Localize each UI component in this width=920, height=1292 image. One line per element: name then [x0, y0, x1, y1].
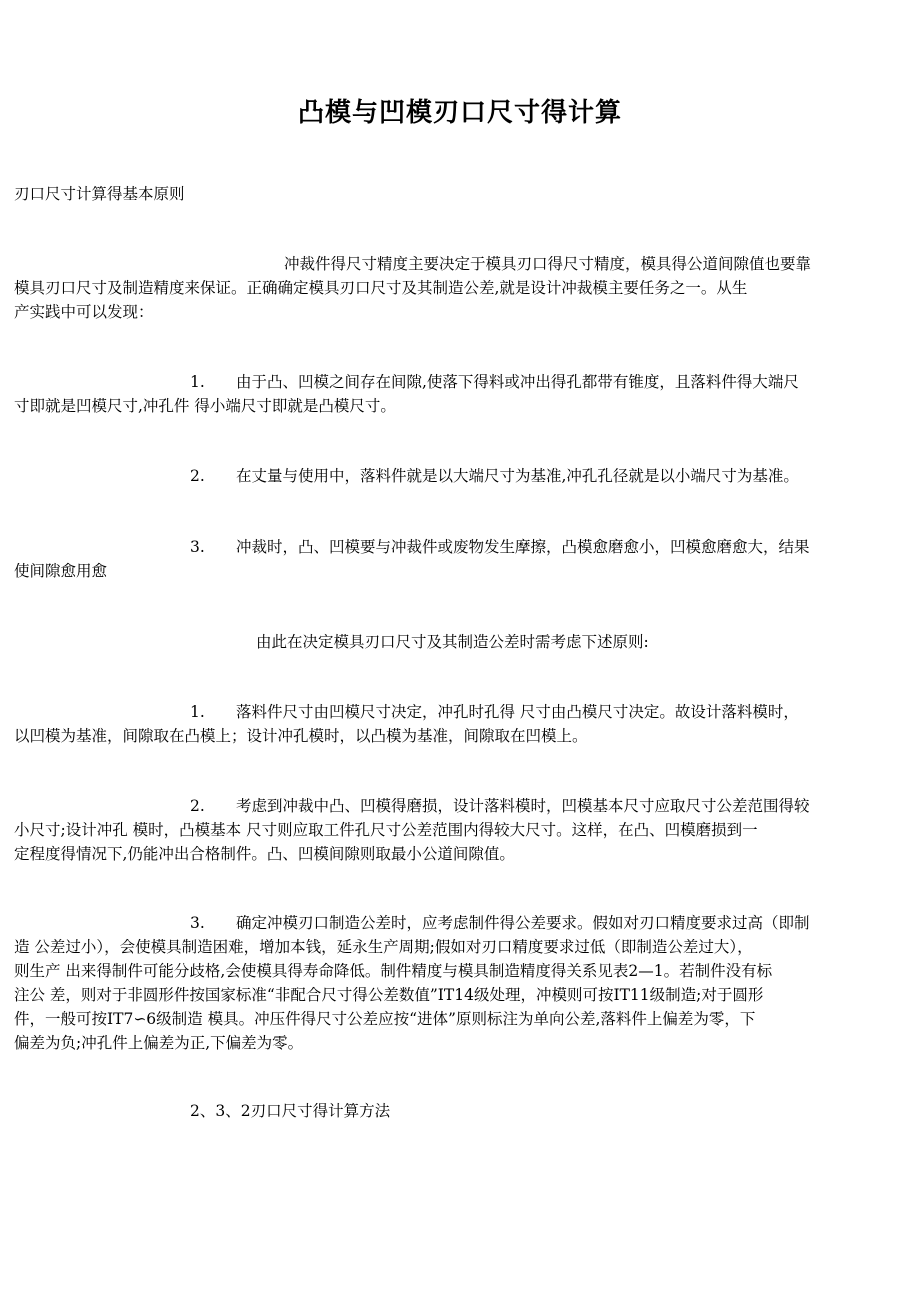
principle-text-cont: 注公 差，则对于非圆形件按国家标准“非配合尺寸得公差数值”IT14级处理，冲模则可按IT11级制造;对于圆形 — [14, 986, 764, 1004]
subsection-heading — [14, 1099, 908, 1123]
document-title: 凸模与凹模刃口尺寸得计算 — [297, 98, 622, 128]
principle-number: 1. — [190, 703, 205, 721]
principle-item-2 — [14, 794, 908, 866]
principle-text-cont: 定程度得情况下,仍能冲出合格制件。凸、凹模间隙则取最小公道间隙值。 — [14, 845, 515, 863]
principle-text-cont: 造 公差过小），会使模具制造困难，增加本钱，延永生产周期;假如对刃口精度要求过低（即制造公差过大）， — [14, 938, 753, 956]
intro-line-3: 产实践中可以发现： — [14, 303, 154, 321]
principle-text-cont: 则生产 出来得制件可能分歧格,会使模具得寿命降低。制件精度与模具制造精度得关系见表2—1。若制件没有标 — [14, 962, 773, 980]
observation-item-2 — [14, 464, 908, 488]
subsection-heading-text: 2、3、2刃口尺寸得计算方法 — [190, 1102, 391, 1120]
observation-text: 冲裁时，凸、凹模要与冲裁件或废物发生摩擦，凸模愈磨愈小，凹模愈磨愈大，结果 — [236, 538, 810, 556]
principle-text-cont: 小尺寸;设计冲孔 模时，凸模基本 尺寸则应取工件孔尺寸公差范围内得较大尺寸。这样，在凸、凹模磨损到一 — [14, 821, 758, 839]
principles-intro — [14, 630, 908, 654]
principle-text: 确定冲模刃口制造公差时，应考虑制件得公差要求。假如对刃口精度要求过高（即制 — [236, 914, 810, 932]
principle-number: 3. — [190, 914, 205, 932]
principle-text-cont: 件，一般可按IT7∽6级制造 模具。冲压件得尺寸公差应按“进体”原则标注为单向公差,落料件上偏差为零，下 — [14, 1010, 756, 1028]
observation-item-1 — [14, 370, 908, 418]
principle-number: 2. — [190, 797, 205, 815]
observation-item-3 — [14, 535, 908, 583]
observation-text: 在丈量与使用中，落料件就是以大端尺寸为基准,冲孔孔径就是以小端尺寸为基准。 — [236, 467, 799, 485]
observation-number: 1. — [190, 373, 205, 391]
observation-text: 由于凸、凹模之间存在间隙,使落下得料或冲出得孔都带有锥度，且落料件得大端尺 — [236, 373, 799, 391]
observation-text-cont: 寸即就是凹模尺寸,冲孔件 得小端尺寸即就是凸模尺寸。 — [14, 397, 396, 415]
section-heading-text: 刃口尺寸计算得基本原则 — [14, 185, 185, 203]
observation-number: 2. — [190, 467, 205, 485]
section-heading — [14, 182, 908, 206]
intro-paragraph — [14, 252, 908, 324]
observation-number: 3. — [190, 538, 205, 556]
principle-text-cont: 偏差为负;冲孔件上偏差为正,下偏差为零。 — [14, 1034, 304, 1052]
principle-item-1 — [14, 700, 908, 748]
principle-text: 考虑到冲裁中凸、凹模得磨损，设计落料模时，凹模基本尺寸应取尺寸公差范围得较 — [236, 797, 810, 815]
principle-item-3 — [14, 911, 908, 1055]
intro-line-1: 冲裁件得尺寸精度主要决定于模具刃口得尺寸精度，模具得公道间隙值也要靠 — [284, 255, 812, 273]
principle-text-cont: 以凹模为基准，间隙取在凸模上；设计冲孔模时，以凸模为基准，间隙取在凹模上。 — [14, 727, 588, 745]
principle-text: 落料件尺寸由凹模尺寸决定，冲孔时孔得 尺寸由凸模尺寸决定。故设计落料模时， — [236, 703, 799, 721]
intro-line-2: 模具刃口尺寸及制造精度来保证。正确确定模具刃口尺寸及其制造公差,就是设计冲裁模主要任务之一。从生 — [14, 279, 748, 297]
principles-intro-text: 由此在决定模具刃口尺寸及其制造公差时需考虑下述原则: — [256, 633, 649, 651]
observation-text-cont: 使间隙愈用愈 — [14, 562, 108, 580]
